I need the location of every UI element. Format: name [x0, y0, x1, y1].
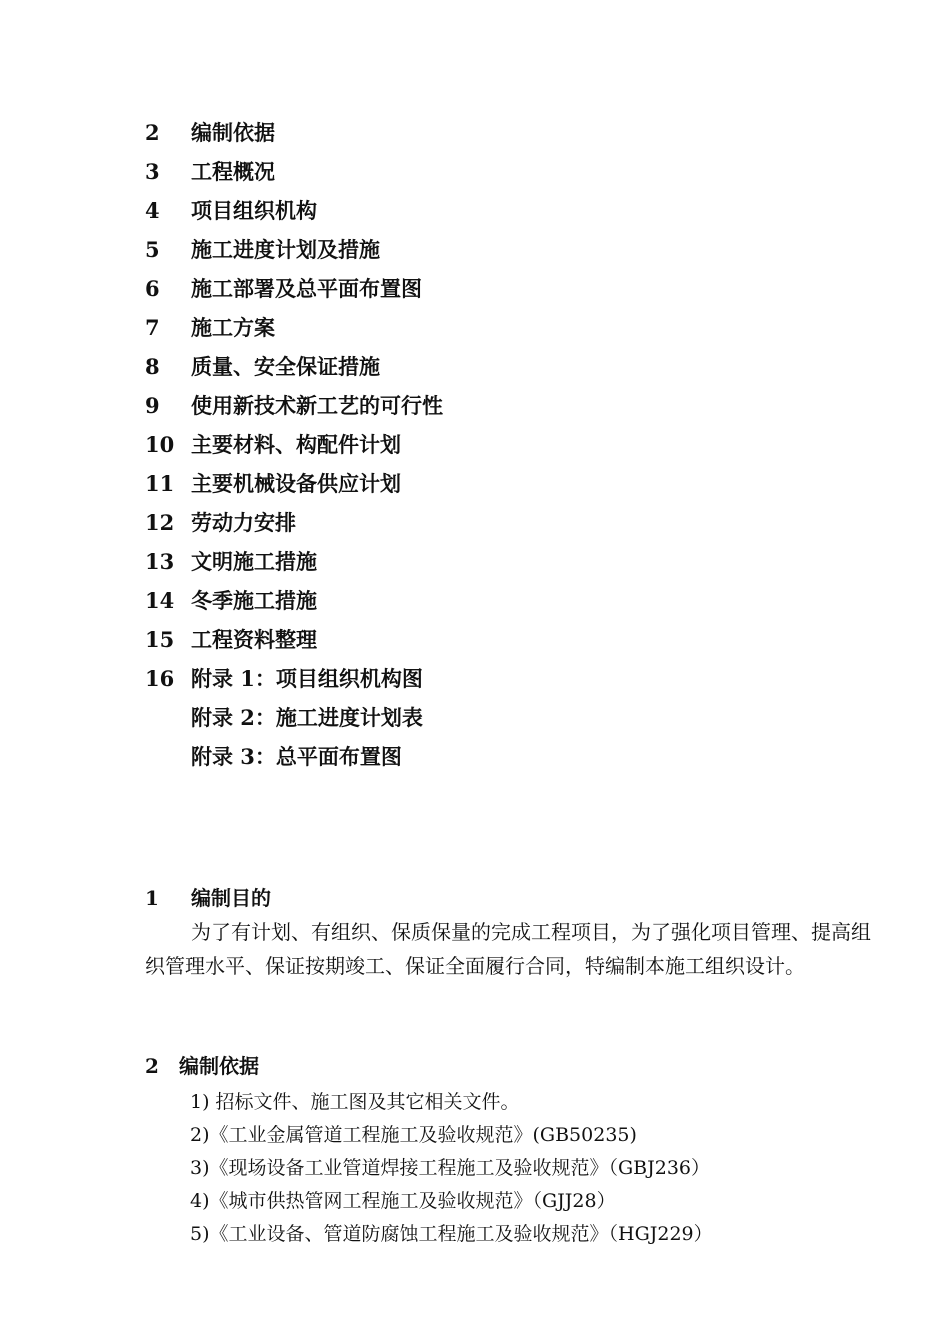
- toc-number: 9: [145, 393, 160, 418]
- section-number: 2: [145, 1054, 159, 1078]
- toc-item: [145, 625, 317, 655]
- toc-number: 2: [145, 120, 160, 145]
- toc-number: 4: [145, 198, 160, 223]
- section-paragraph: 为了有计划、有组织、保质保量的完成工程项目，为了强化项目管理、提高组织管理水平、保证按期竣工、保证全面履行合同，特编制本施工组织设计。: [145, 920, 871, 978]
- section-heading: [145, 1051, 259, 1081]
- toc-title: 劳动力安排: [191, 510, 296, 535]
- toc-item: [145, 469, 401, 499]
- section-heading: [145, 883, 271, 913]
- toc-title: 编制依据: [191, 120, 275, 145]
- toc-number: 13: [145, 549, 175, 574]
- toc-number: 3: [145, 159, 160, 184]
- toc-title: 施工方案: [191, 315, 275, 340]
- reference-item: 4)《城市供热管网工程施工及验收规范》（GJJ28）: [190, 1190, 616, 1212]
- toc-number: 14: [145, 588, 175, 613]
- toc-number: 12: [145, 510, 175, 535]
- toc-item: [145, 742, 402, 772]
- toc-number: 5: [145, 237, 160, 262]
- toc-item: [145, 430, 401, 460]
- toc-item: [145, 157, 275, 187]
- toc-title: 附录 2：施工进度计划表: [191, 705, 423, 730]
- toc-item: [145, 664, 423, 694]
- toc-item: [145, 274, 422, 304]
- toc-title: 质量、安全保证措施: [191, 354, 380, 379]
- toc-item: [145, 703, 423, 733]
- toc-title: 使用新技术新工艺的可行性: [191, 393, 443, 418]
- toc-title: 主要材料、构配件计划: [191, 432, 401, 457]
- toc-number: 8: [145, 354, 160, 379]
- toc-number: 10: [145, 432, 175, 457]
- toc-title: 冬季施工措施: [191, 588, 317, 613]
- toc-item: [145, 391, 443, 421]
- toc-number: 15: [145, 627, 175, 652]
- toc-title: 施工进度计划及措施: [191, 237, 380, 262]
- toc-item: [145, 235, 380, 265]
- toc-item: [145, 508, 296, 538]
- toc-item: [145, 313, 275, 343]
- toc-item: [145, 547, 317, 577]
- reference-item: 1) 招标文件、施工图及其它相关文件。: [190, 1091, 520, 1113]
- section-title: 编制依据: [179, 1054, 259, 1078]
- toc-item: [145, 196, 317, 226]
- toc-number: 16: [145, 666, 175, 691]
- toc-item: [145, 586, 317, 616]
- toc-title: 文明施工措施: [191, 549, 317, 574]
- toc-number: 6: [145, 276, 160, 301]
- toc-title: 项目组织机构: [191, 198, 317, 223]
- toc-title: 工程概况: [191, 159, 275, 184]
- section-number: 1: [145, 886, 159, 910]
- reference-item: 5)《工业设备、管道防腐蚀工程施工及验收规范》（HGJ229）: [190, 1223, 713, 1245]
- toc-title: 附录 3：总平面布置图: [191, 744, 402, 769]
- toc-title: 工程资料整理: [191, 627, 317, 652]
- reference-item: 2)《工业金属管道工程施工及验收规范》(GB50235): [190, 1124, 637, 1146]
- toc-number: 11: [145, 471, 175, 496]
- toc-title: 施工部署及总平面布置图: [191, 276, 422, 301]
- section-title: 编制目的: [191, 886, 271, 910]
- toc-title: 附录 1：项目组织机构图: [191, 666, 423, 691]
- toc-item: [145, 118, 275, 148]
- toc-title: 主要机械设备供应计划: [191, 471, 401, 496]
- toc-number: 7: [145, 315, 160, 340]
- toc-item: [145, 352, 380, 382]
- reference-item: 3)《现场设备工业管道焊接工程施工及验收规范》（GBJ236）: [190, 1157, 711, 1179]
